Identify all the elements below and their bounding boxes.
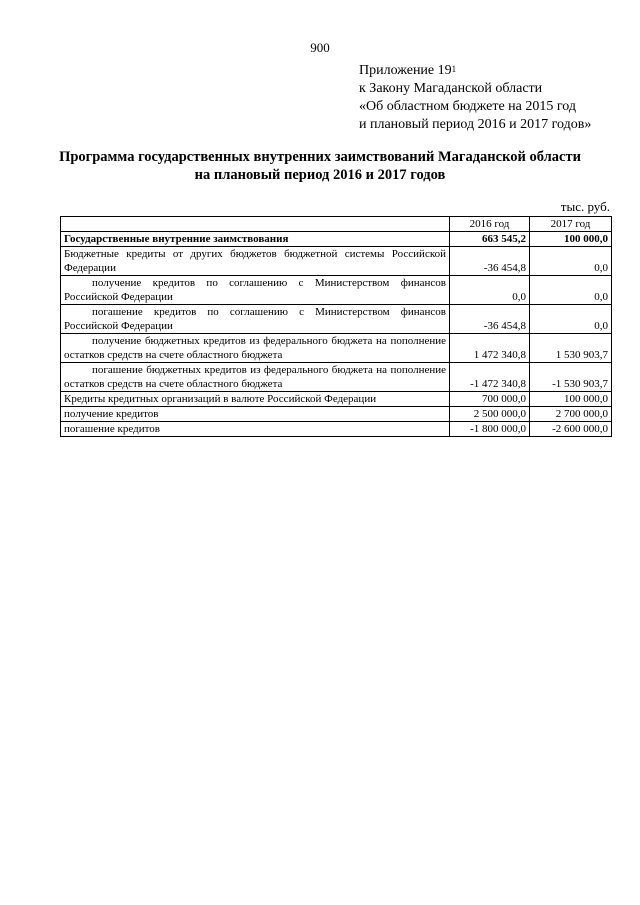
row-value-2016: -1 800 000,0 — [450, 422, 530, 437]
row-name: получение кредитов по соглашению с Министерством финансов Российской Федерации — [61, 276, 450, 305]
table-header-row — [61, 217, 612, 232]
row-name: получение бюджетных кредитов из федерального бюджета на пополнение остатков средств на счете областного бюджета — [61, 334, 450, 363]
header-cell-name — [61, 217, 450, 232]
table-row — [61, 392, 612, 407]
row-value-2016: 0,0 — [450, 276, 530, 305]
annex-title: Приложение 19 — [359, 63, 452, 78]
row-value-2017: 1 530 903,7 — [530, 334, 612, 363]
row-value-2016: 1 472 340,8 — [450, 334, 530, 363]
row-value-2017: -1 530 903,7 — [530, 363, 612, 392]
row-value-2017: -2 600 000,0 — [530, 422, 612, 437]
table-row — [61, 407, 612, 422]
header-cell-2017: 2017 год — [530, 217, 612, 232]
table-row — [61, 334, 612, 363]
annex-header — [359, 62, 591, 134]
row-name: Государственные внутренние заимствования — [61, 232, 450, 247]
row-value-2017: 0,0 — [530, 247, 612, 276]
row-name: Бюджетные кредиты от других бюджетов бюджетной системы Российской Федерации — [61, 247, 450, 276]
row-name: Кредиты кредитных организаций в валюте Российской Федерации — [61, 392, 450, 407]
table-row — [61, 247, 612, 276]
row-value-2017: 100 000,0 — [530, 232, 612, 247]
row-value-2017: 100 000,0 — [530, 392, 612, 407]
table-row — [61, 276, 612, 305]
row-value-2016: -36 454,8 — [450, 305, 530, 334]
header-cell-2016: 2016 год — [450, 217, 530, 232]
annex-line-2: к Закону Магаданской области — [359, 81, 543, 96]
row-name: получение кредитов — [61, 407, 450, 422]
annex-superscript: 1 — [451, 64, 457, 74]
borrowings-table — [60, 216, 612, 437]
row-value-2016: 700 000,0 — [450, 392, 530, 407]
row-value-2016: -1 472 340,8 — [450, 363, 530, 392]
row-value-2017: 2 700 000,0 — [530, 407, 612, 422]
annex-line-4: и плановый период 2016 и 2017 годов» — [359, 117, 592, 132]
page-number: 900 — [310, 40, 330, 55]
title-line-2: на плановый период 2016 и 2017 годов — [194, 167, 446, 183]
row-value-2017: 0,0 — [530, 276, 612, 305]
row-name: погашение бюджетных кредитов из федерального бюджета на пополнение остатков средств на счете областного бюджета — [61, 363, 450, 392]
table-row — [61, 422, 612, 437]
annex-line-3: «Об областном бюджете на 2015 год — [359, 99, 576, 114]
row-name: погашение кредитов — [61, 422, 450, 437]
row-value-2016: -36 454,8 — [450, 247, 530, 276]
annex-line-1 — [359, 62, 591, 80]
document-title — [0, 148, 640, 184]
table-row-total — [61, 232, 612, 247]
unit-label: тыс. руб. — [560, 199, 610, 214]
row-value-2016: 2 500 000,0 — [450, 407, 530, 422]
row-value-2017: 0,0 — [530, 305, 612, 334]
row-name: погашение кредитов по соглашению с Министерством финансов Российской Федерации — [61, 305, 450, 334]
table-row — [61, 363, 612, 392]
row-value-2016: 663 545,2 — [450, 232, 530, 247]
table-row — [61, 305, 612, 334]
title-line-1: Программа государственных внутренних заимствований Магаданской области — [59, 149, 581, 165]
